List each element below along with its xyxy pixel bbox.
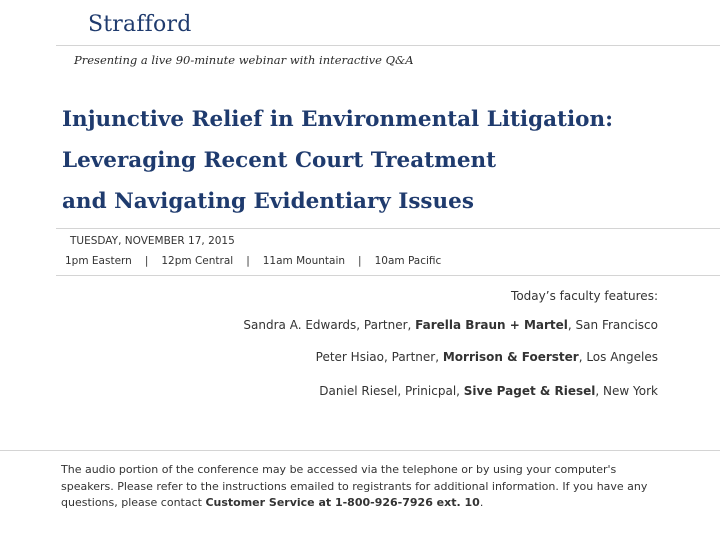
time-separator: |: [144, 255, 149, 267]
header-divider: [56, 45, 720, 46]
event-date: TUESDAY, NOVEMBER 17, 2015: [70, 235, 235, 247]
strafford-logo: Strafford: [88, 12, 192, 37]
time-eastern: 1pm Eastern: [65, 255, 132, 267]
customer-service-contact: Customer Service at 1-800-926-7926 ext. 10: [205, 496, 480, 509]
faculty-location: , Los Angeles: [578, 350, 658, 364]
time-separator: |: [246, 255, 250, 267]
title-line-2: Leveraging Recent Court Treatment: [62, 148, 497, 173]
faculty-name-title: Peter Hsiao, Partner,: [315, 350, 443, 364]
footer-text: The audio portion of the conference may be accessed via the telephone or by using your computer's speakers. Please refer to the instructions emailed to registrants for additional information. If you have any questions, please contact: [61, 463, 648, 509]
faculty-heading: Today’s faculty features:: [511, 289, 658, 303]
faculty-member: [243, 318, 658, 332]
webinar-title: [62, 99, 712, 222]
audio-instructions: [61, 462, 661, 512]
faculty-location: , New York: [595, 384, 658, 398]
footer-end: .: [479, 496, 484, 509]
faculty-member: [316, 350, 658, 364]
time-separator: |: [358, 255, 362, 267]
title-line-3: and Navigating Evidentiary Issues: [62, 189, 474, 214]
faculty-firm: Sive Paget & Riesel: [463, 384, 596, 398]
footer-divider: [0, 450, 720, 451]
tagline: Presenting a live 90-minute webinar with interactive Q&A: [74, 53, 414, 67]
faculty-firm: Morrison & Foerster: [442, 350, 579, 364]
faculty-member: [319, 384, 658, 398]
faculty-name-title: Sandra A. Edwards, Partner,: [243, 318, 416, 332]
title-divider: [56, 228, 720, 229]
time-central: 12pm Central: [161, 255, 234, 267]
faculty-name-title: Daniel Riesel, Prinicpal,: [319, 384, 464, 398]
faculty-firm: Farella Braun + Martel: [415, 318, 568, 332]
time-pacific: 10am Pacific: [374, 255, 442, 267]
time-mountain: 11am Mountain: [262, 255, 346, 267]
times-divider: [56, 275, 720, 276]
event-times: [65, 255, 441, 267]
faculty-location: , San Francisco: [567, 318, 658, 332]
title-line-1: Injunctive Relief in Environmental Litigation:: [62, 107, 614, 132]
